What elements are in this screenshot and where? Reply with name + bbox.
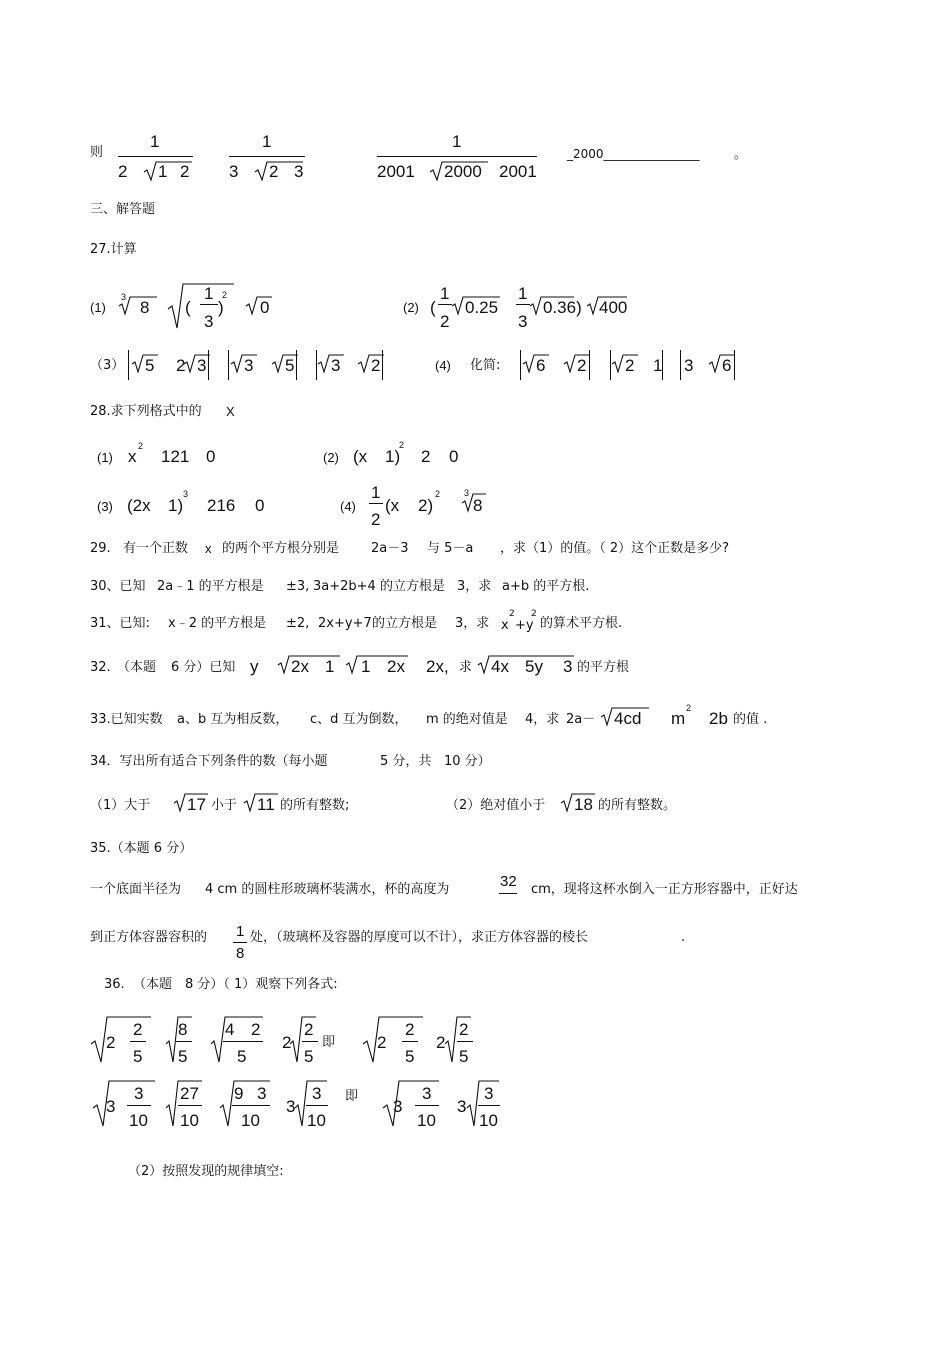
q27-p4-a: 6 <box>536 356 546 375</box>
q30-b: 2a﹣1 的平方根是 <box>157 579 264 594</box>
frac2-den-a: 3 <box>229 162 239 181</box>
q32-y: y <box>250 657 259 676</box>
abs-bar <box>208 350 209 380</box>
q33-d: m 的绝对值是 <box>426 712 508 727</box>
q36-r1-h: 5 <box>237 1047 247 1066</box>
q35-l2-b: 处，（玻璃杯及容器的厚度可以不计），求正方体容器的棱长 <box>250 930 589 945</box>
q28-p4-bar <box>369 503 383 504</box>
q28-p4-two: 2) <box>418 496 434 515</box>
q33-b: a、b 互为相反数， <box>177 712 289 727</box>
q27-title: 27.计算 <box>90 242 137 257</box>
q27-p1-label: (1) <box>90 300 106 315</box>
q30-d: 3a+2b+4 的立方根是 <box>313 579 445 594</box>
q28-p1-b: 0 <box>206 447 216 466</box>
q27-p2-d2: 3 <box>518 312 528 331</box>
frac1-den-b: 1 <box>158 162 168 181</box>
frac2-den-c: 3 <box>294 162 304 181</box>
q28-p4-idx: 3 <box>464 488 470 498</box>
q30-c: ±3, <box>286 579 310 594</box>
q36-r1-n: 5 <box>405 1047 415 1066</box>
q28-p2-a: 2 <box>421 447 431 466</box>
q31-y-exp: 2 <box>531 609 537 619</box>
q34-p1-d: 11 <box>257 795 275 814</box>
q35-l1-bar <box>499 893 517 894</box>
q27-p3-b: 2 <box>176 356 186 375</box>
q36-r2-f: 9 <box>234 1084 244 1103</box>
abs-bar <box>589 350 590 380</box>
q28-x: X <box>226 404 235 419</box>
q27-p1-rparen: ) <box>218 298 224 317</box>
q31-e: 的立方根是 <box>372 616 438 631</box>
frac-bar <box>130 1041 146 1042</box>
q36-r1-f: 4 <box>225 1020 235 1039</box>
q27-p2-n2: 1 <box>518 284 528 303</box>
q28-p2-label: (2) <box>323 450 339 465</box>
q30-e: 3，求 <box>457 579 492 594</box>
q34-p1-e: 的所有整数; <box>280 798 350 813</box>
q36-r1-q: 5 <box>459 1047 469 1066</box>
frac2-den-b: 2 <box>269 162 279 181</box>
q31-y: +y <box>515 618 534 633</box>
q33-h: 2b <box>709 709 728 728</box>
frac3-den-a: 2001 <box>377 162 415 181</box>
q33-i: 的值 . <box>733 712 768 727</box>
frac-bar <box>478 1105 500 1106</box>
q36-r1-b: 2 <box>133 1020 143 1039</box>
q27-p3-g: 2 <box>371 356 381 375</box>
frac3-num: 1 <box>452 132 462 151</box>
frac-bar <box>457 1041 473 1042</box>
period: 。 <box>734 147 748 162</box>
q32-a: 32. <box>90 660 111 675</box>
q34-p2-b: 18 <box>574 795 593 814</box>
q32-f: 1 <box>361 657 371 676</box>
q32-b: （本题 <box>117 660 157 675</box>
q36-r2-i: 3 <box>286 1097 296 1116</box>
q27-p1-lparen: ( <box>185 298 191 317</box>
q28-title: 28.求下列格式中的 <box>90 404 202 419</box>
q27-p2-bar2 <box>516 304 530 305</box>
q27-p4-text: 化简: <box>470 358 501 373</box>
q36-r1-ji: 即 <box>322 1035 336 1050</box>
q33-a: 33.已知实数 <box>90 712 163 727</box>
frac1-den-a: 2 <box>118 162 128 181</box>
q34-p1-a: （1）大于 <box>90 798 151 813</box>
q28-p4-base: (x <box>385 496 400 515</box>
frac3-bar <box>377 156 537 157</box>
q36-r2-j: 3 <box>312 1084 322 1103</box>
q36-title-a: 36. <box>104 977 125 992</box>
q28-p1-label: (1) <box>97 450 113 465</box>
q27-p4-b: 2 <box>577 356 587 375</box>
q34-p2-c: 的所有整数。 <box>598 798 677 813</box>
q28-p2-exp: 2 <box>399 440 405 450</box>
frac2-bar <box>229 156 305 157</box>
q36-r1-sqrt5-sign <box>363 1016 425 1064</box>
q36-r2-ji: 即 <box>345 1089 359 1104</box>
q36-r1-o: 2 <box>436 1033 446 1052</box>
q33-e: 4，求 <box>525 712 560 727</box>
q27-p1-cbrt-sign <box>119 296 159 316</box>
q31-d: 2x+y+7 <box>318 616 372 631</box>
q36-r2-c: 10 <box>129 1111 148 1130</box>
q33-g: 4cd <box>614 709 642 728</box>
abs-bar <box>128 350 129 380</box>
q36-r2-k: 10 <box>307 1111 326 1130</box>
q28-p4-radicand: 8 <box>473 496 483 515</box>
q28-p1-exp: 2 <box>138 441 144 451</box>
q28-p4-exp: 2 <box>435 489 441 499</box>
abs-bar <box>662 350 663 380</box>
abs-bar <box>228 350 229 380</box>
q28-p2-one: 1) <box>385 447 401 466</box>
q28-p3-a: 216 <box>207 496 236 515</box>
q36-r2-n: 10 <box>417 1111 436 1130</box>
q29-text2: 的两个平方根分别是 <box>222 541 340 556</box>
q36-r2-e: 10 <box>180 1111 199 1130</box>
answer-blank: _2000________________ <box>567 147 700 161</box>
q36-title-b: （本题 <box>133 977 173 992</box>
q36-r1-k: 5 <box>304 1047 314 1066</box>
q28-p1-a: 121 <box>161 447 190 466</box>
q32-h: 2x, <box>426 657 449 676</box>
q35-l2-a: 到正方体容器容积的 <box>90 930 208 945</box>
section-heading: 三、解答题 <box>90 202 156 217</box>
frac-bar <box>415 1105 439 1106</box>
abs-bar <box>520 350 521 380</box>
q35-l1-c: cm，现将这杯水倒入一正方形容器中，正好达 <box>531 882 798 897</box>
q28-p4-label: (4) <box>340 499 356 514</box>
q27-p3-c: 3 <box>197 356 207 375</box>
q27-p3-label: （3） <box>90 358 125 373</box>
q29-text3: ，求（1）的值。（ 2）这个正数是多少? <box>500 541 730 556</box>
q27-p4-c: 2 <box>625 356 635 375</box>
frac-bar <box>402 1041 418 1042</box>
q27-p3-a: 5 <box>145 356 155 375</box>
q36-r2-o: 3 <box>457 1097 467 1116</box>
q31-f: 3，求 <box>455 616 490 631</box>
q28-p3-label: (3) <box>97 499 113 514</box>
q36-r1-a: 2 <box>106 1033 116 1052</box>
q36-r2-h: 10 <box>241 1111 260 1130</box>
q32-qiu: 求 <box>459 660 473 675</box>
q27-p1-index: 3 <box>121 292 127 302</box>
q27-p1-last: 0 <box>260 298 270 317</box>
q28-p4-num: 1 <box>371 483 381 502</box>
q28-p3-b: 0 <box>255 496 265 515</box>
q35-l2-c: . <box>681 930 686 945</box>
q33-m: m <box>671 709 686 728</box>
frac1-bar <box>118 156 193 157</box>
q36-r1-sqrt1-sign <box>91 1016 153 1064</box>
q29-expr2: 与 5－a <box>427 541 474 556</box>
frac-bar <box>302 1041 318 1042</box>
q36-r1-i: 2 <box>282 1033 292 1052</box>
q36-r1-d: 8 <box>178 1020 188 1039</box>
abs-bar <box>382 350 383 380</box>
q27-p3-f: 3 <box>331 356 341 375</box>
q36-r1-l: 2 <box>377 1033 387 1052</box>
frac-bar <box>306 1105 328 1106</box>
q27-p2-bar1 <box>438 304 452 305</box>
frac-bar <box>178 1105 202 1106</box>
q36-r2-m: 3 <box>422 1084 432 1103</box>
abs-bar <box>296 350 297 380</box>
frac-bar <box>176 1041 192 1042</box>
q29-expr1: 2a－3 <box>371 541 409 556</box>
q33-c: c、d 互为倒数， <box>310 712 408 727</box>
q27-p1-bar <box>200 304 218 305</box>
q36-r2-a: 3 <box>106 1097 116 1116</box>
q27-p4-f: 6 <box>722 356 732 375</box>
abs-bar <box>610 350 611 380</box>
q36-part2: （2）按照发现的规律填空: <box>128 1164 284 1179</box>
q28-p3-exp: 3 <box>183 489 189 499</box>
q28-p3-one: 1) <box>168 496 184 515</box>
frac3-den-c: 2001 <box>499 162 537 181</box>
q27-p4-label: (4) <box>435 358 451 373</box>
q27-p2-lparen: ( <box>430 298 436 317</box>
q35-l1-num: 32 <box>500 873 517 890</box>
q35-title: 35.（本题 6 分） <box>90 841 193 856</box>
frac-bar <box>127 1105 151 1106</box>
ze-text: 则 <box>90 145 104 160</box>
q31-a: 31、已知: <box>90 616 150 631</box>
q27-p3-e: 5 <box>285 356 295 375</box>
frac3-den-b: 2000 <box>444 162 482 181</box>
q34-title-b: 5 分，共 <box>380 754 432 769</box>
q32-d: 2x <box>291 657 309 676</box>
q27-p2-label: (2) <box>403 300 419 315</box>
q28-p1-var: x <box>128 447 137 466</box>
q27-p2-n1: 1 <box>440 284 450 303</box>
q35-l1-a: 一个底面半径为 <box>90 882 182 897</box>
q36-r1-p: 2 <box>459 1020 469 1039</box>
q36-r2-g: 3 <box>257 1084 267 1103</box>
q27-p1-den: 3 <box>204 312 214 331</box>
frac1-den-c: 2 <box>180 162 190 181</box>
q30-f: a+b 的平方根. <box>502 579 590 594</box>
q35-l1-b: 4 cm 的圆柱形玻璃杯装满水，杯的高度为 <box>205 882 450 897</box>
q28-p4-den: 2 <box>371 510 381 529</box>
q36-r1-c: 5 <box>133 1047 143 1066</box>
q33-f: 2a－ <box>566 712 596 727</box>
q31-c: ±2, <box>286 616 310 631</box>
q27-p4-e: 3 <box>684 356 694 375</box>
q32-i: 4x <box>491 657 509 676</box>
q28-p2-b: 0 <box>449 447 459 466</box>
q34-p1-c: 小于 <box>211 798 238 813</box>
q27-p3-d: 3 <box>244 356 254 375</box>
q27-p2-r2: 0.36) <box>543 298 582 317</box>
q34-p2-a: （2）绝对值小于 <box>446 798 546 813</box>
q31-g: 的算术平方根. <box>540 616 623 631</box>
q32-c: 6 分）已知 <box>171 660 236 675</box>
q32-e: 1 <box>325 657 335 676</box>
q34-title-a: 34．写出所有适合下列条件的数（每小题 <box>90 754 328 769</box>
q36-r1-e: 5 <box>178 1047 188 1066</box>
q27-p2-r3: 400 <box>599 298 628 317</box>
q31-b: x﹣2 的平方根是 <box>168 616 267 631</box>
q36-r1-g: 2 <box>251 1020 261 1039</box>
frac-bar <box>223 1041 263 1042</box>
q30-a: 30、已知 <box>90 579 146 594</box>
frac2-num: 1 <box>262 132 272 151</box>
q36-r2-q: 10 <box>479 1111 498 1130</box>
q34-title-c: 10 分） <box>444 754 491 769</box>
q33-exp: 2 <box>686 703 692 713</box>
q36-r1-j: 2 <box>304 1020 314 1039</box>
abs-bar <box>316 350 317 380</box>
frac1-num: 1 <box>150 132 160 151</box>
q36-r2-p: 3 <box>484 1084 494 1103</box>
q32-g: 2x <box>387 657 405 676</box>
q31-x-exp: 2 <box>509 609 515 619</box>
q28-p2-base: (x <box>353 447 368 466</box>
q36-r2-d: 27 <box>180 1084 199 1103</box>
q29-x: x <box>205 541 212 556</box>
q36-r1-m: 2 <box>405 1020 415 1039</box>
q27-p2-d1: 2 <box>440 312 450 331</box>
q27-p2-r1: 0.25 <box>465 298 499 317</box>
q35-l2-den: 8 <box>236 945 245 962</box>
q34-p1-b: 17 <box>187 795 206 814</box>
abs-bar <box>734 350 735 380</box>
q29-num: 29. <box>90 541 111 556</box>
q36-title-c: 8 分）（ 1）观察下列各式: <box>185 977 338 992</box>
q32-k: 3 <box>563 657 573 676</box>
frac-bar <box>232 1105 270 1106</box>
q36-r2-l: 3 <box>393 1097 403 1116</box>
q27-p1-num: 1 <box>204 284 214 303</box>
q36-r2-b: 3 <box>134 1084 144 1103</box>
q27-p4-d: 1 <box>653 356 663 375</box>
q32-j: 5y <box>525 657 543 676</box>
q35-l2-num: 1 <box>236 923 245 940</box>
q27-p1-radicand: 8 <box>140 298 150 317</box>
q31-x: x <box>501 618 509 633</box>
q35-l2-bar <box>233 942 247 943</box>
abs-bar <box>680 350 681 380</box>
q29-text1: 有一个正数 <box>123 541 189 556</box>
q28-p3-base: (2x <box>127 496 151 515</box>
q27-p1-exp: 2 <box>222 290 228 300</box>
q32-l: 的平方根 <box>577 660 630 675</box>
